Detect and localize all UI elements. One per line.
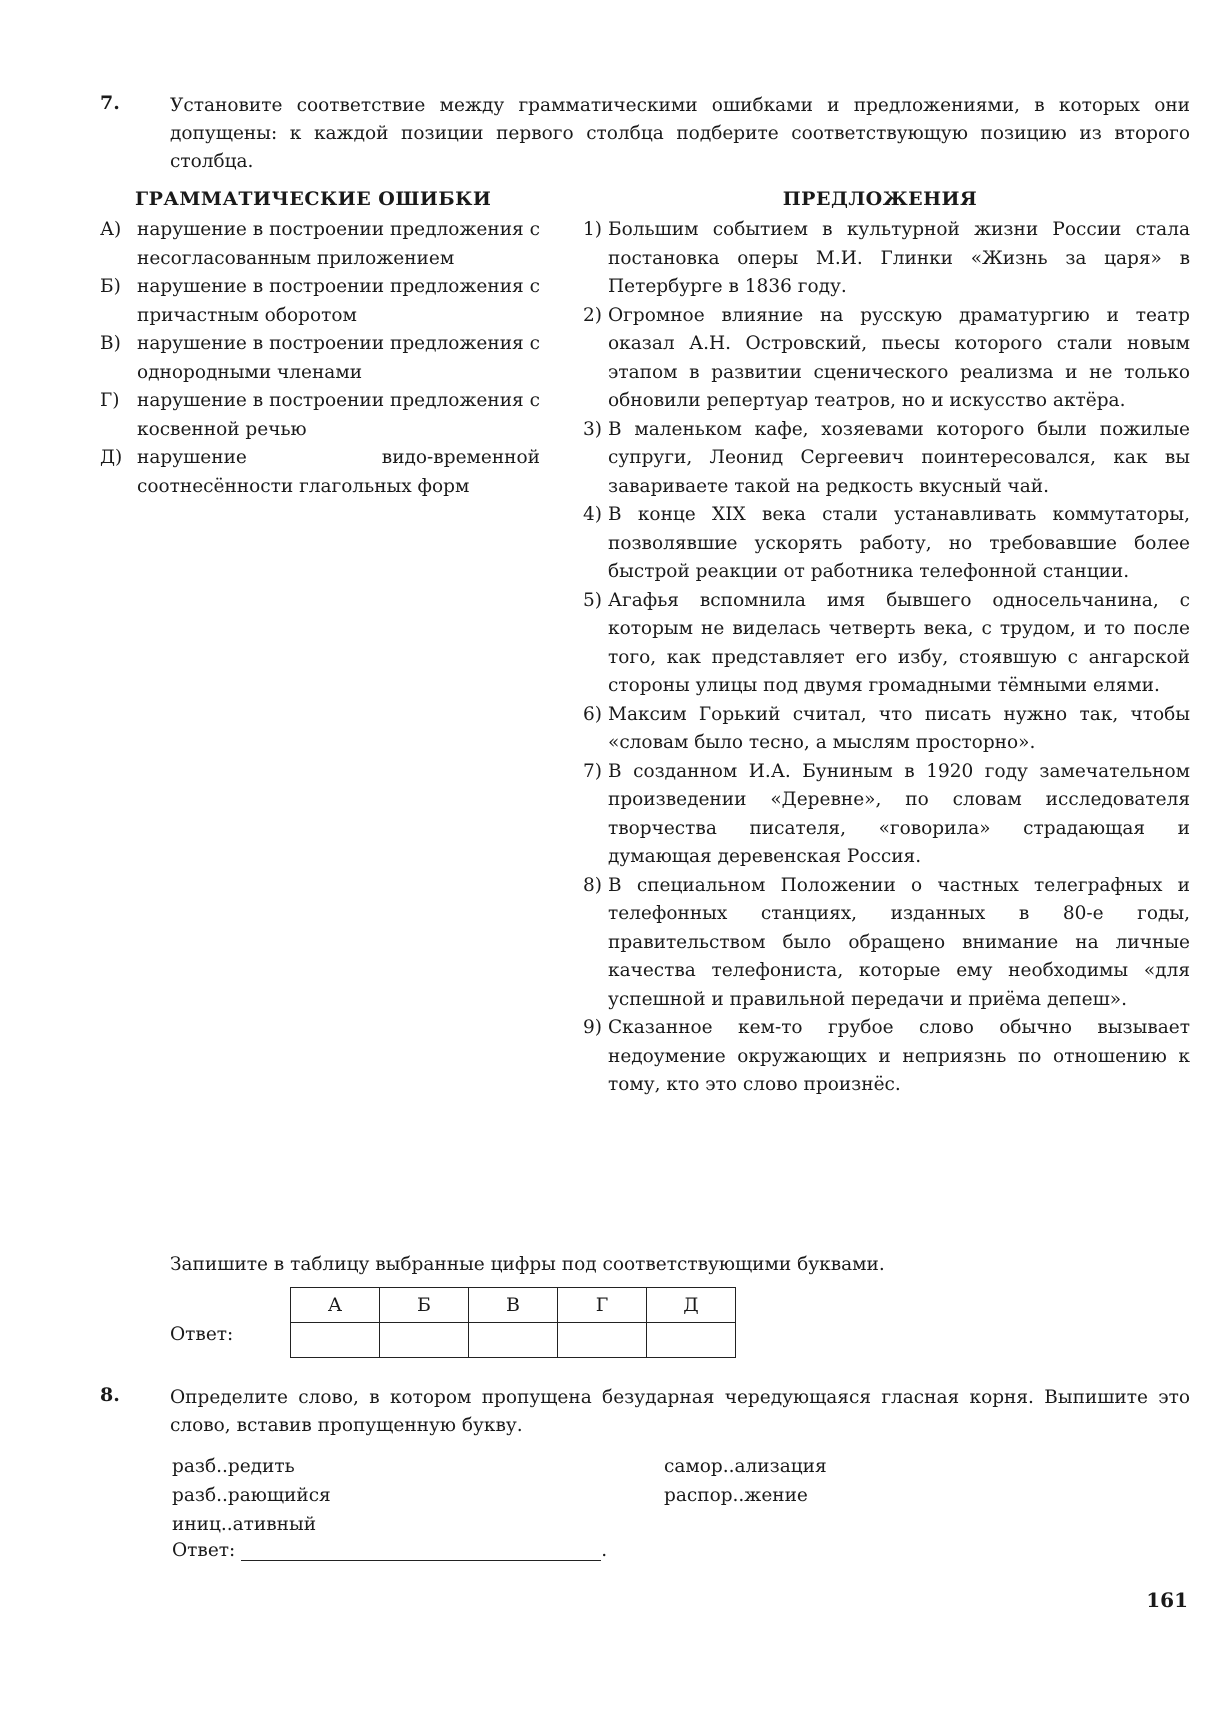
error-text: нарушение в построении предложения с причастным оборотом <box>137 276 540 326</box>
answer-table-input-row <box>291 1323 736 1358</box>
error-text: нарушение видо-временной соотнесённости глагольных форм <box>137 447 540 497</box>
sentence-item <box>570 872 1190 1015</box>
sentence-item <box>570 501 1190 587</box>
sentence-text: Сказанное кем-то грубое слово обычно вызывает недоумение окружающих и неприязнь по отношению к тому, кто это слово произнёс. <box>608 1017 1190 1095</box>
task-7 <box>100 92 1190 176</box>
word-item: распор..жение <box>664 1485 808 1506</box>
sentence-text: Огромное влияние на русскую драматургию и театр оказал А.Н. Островский, пьесы которого стали новым этапом в развитии сценического реализма и не только обновили репертуар театров, но и искусство актёра. <box>608 304 1190 411</box>
errors-column <box>100 188 540 501</box>
error-marker: В) <box>100 333 121 354</box>
answer-cell-d[interactable] <box>647 1323 736 1358</box>
word-item: иниц..ативный <box>172 1514 317 1535</box>
error-text: нарушение в построении предложения с несогласованным приложением <box>137 219 540 269</box>
answer-table-header-row <box>291 1288 736 1323</box>
word-list-right <box>664 1452 827 1510</box>
answer-table-header: В <box>469 1288 558 1323</box>
sentence-marker: 6) <box>583 703 602 725</box>
task-7-text: Установите соответствие между грамматическими ошибками и предложениями, в которых они допущены: к каждой позиции первого столбца подберите соответствующую позицию из второго столбца. <box>170 95 1190 172</box>
error-marker: Г) <box>100 390 120 411</box>
error-marker: Д) <box>100 447 123 468</box>
sentence-item <box>570 416 1190 502</box>
sentences-column <box>570 188 1190 1100</box>
sentence-text: Максим Горький считал, что писать нужно так, чтобы «словам было тесно, а мыслям просторно». <box>608 703 1190 753</box>
error-text: нарушение в построении предложения с однородными членами <box>137 333 540 383</box>
sentence-text: Агафья вспомнила имя бывшего односельчанина, с которым не виделась четверть века, с трудом, и то после того, как представляет его избу, стоявшую с ангарской стороны улицы под двумя громадными тёмными елями. <box>608 589 1190 696</box>
table-instruction: Запишите в таблицу выбранные цифры под соответствующими буквами. <box>170 1254 885 1275</box>
sentence-marker: 5) <box>583 589 602 611</box>
page-number: 161 <box>1146 1588 1188 1612</box>
error-text: нарушение в построении предложения с косвенной речью <box>137 390 540 440</box>
sentence-marker: 2) <box>583 304 602 326</box>
error-marker: Б) <box>100 276 121 297</box>
sentence-item <box>570 587 1190 701</box>
sentence-item <box>570 758 1190 872</box>
sentence-item <box>570 302 1190 416</box>
task-8-answer-end: . <box>601 1540 608 1561</box>
sentence-marker: 1) <box>583 219 602 240</box>
word-item: самор..ализация <box>664 1456 827 1477</box>
answer-cell-g[interactable] <box>558 1323 647 1358</box>
task-7-number: 7. <box>100 92 120 114</box>
answer-table-header: Д <box>647 1288 736 1323</box>
sentence-marker: 9) <box>583 1017 602 1038</box>
sentences-heading: ПРЕДЛОЖЕНИЯ <box>782 188 978 210</box>
word-item: разб..редить <box>172 1456 295 1477</box>
sentence-text: В маленьком кафе, хозяевами которого были пожилые супруги, Леонид Сергеевич поинтересовался, как вы завариваете такой на редкость вкусный чай. <box>608 418 1190 497</box>
answer-label: Ответ: <box>170 1324 234 1345</box>
sentence-marker: 7) <box>583 760 602 782</box>
sentence-text: Большим событием в культурной жизни России стала постановка оперы М.И. Глинки «Жизнь за царя» в Петербурге в 1836 году. <box>608 219 1190 297</box>
sentence-marker: 4) <box>583 504 602 525</box>
answer-cell-v[interactable] <box>469 1323 558 1358</box>
sentence-marker: 8) <box>583 874 602 896</box>
error-marker: А) <box>100 219 122 240</box>
sentence-item <box>570 216 1190 302</box>
answer-cell-a[interactable] <box>291 1323 380 1358</box>
error-item <box>100 330 540 387</box>
sentence-marker: 3) <box>583 418 602 440</box>
task-8-answer-label: Ответ: <box>172 1540 236 1561</box>
answer-cell-b[interactable] <box>380 1323 469 1358</box>
sentence-text: В созданном И.А. Буниным в 1920 году замечательном произведении «Деревне», по словам исследователя творчества писателя, «говорила» страдающая и думающая деревенская Россия. <box>608 760 1190 867</box>
matching-columns <box>100 188 1190 1248</box>
error-item <box>100 387 540 444</box>
task-8-answer-line[interactable] <box>241 1540 601 1561</box>
answer-table-header: А <box>291 1288 380 1323</box>
error-item <box>100 273 540 330</box>
error-item <box>100 216 540 273</box>
sentence-text: В конце XIX века стали устанавливать коммутаторы, позволявшие ускорять работу, но требовавшие более быстрой реакции от работника телефонной станции. <box>608 504 1190 582</box>
sentence-item <box>570 701 1190 758</box>
task-8-answer <box>172 1540 607 1561</box>
sentence-item <box>570 1014 1190 1100</box>
task-8-number: 8. <box>100 1384 120 1406</box>
error-item <box>100 444 540 501</box>
errors-heading: ГРАММАТИЧЕСКИЕ ОШИБКИ <box>135 188 492 210</box>
answer-table-header: Г <box>558 1288 647 1323</box>
task-8-text: Определите слово, в котором пропущена безударная чередующаяся гласная корня. Выпишите это слово, вставив пропущенную букву. <box>170 1387 1190 1436</box>
word-item: разб..рающийся <box>172 1485 331 1506</box>
sentence-text: В специальном Положении о частных телеграфных и телефонных станциях, изданных в 80-е годы, правительством было обращено внимание на личные качества телефониста, которые ему необходимы «для успешной и правильной передачи и приёма депеш». <box>608 874 1190 1010</box>
word-list-left <box>172 1452 331 1539</box>
answer-table <box>290 1287 736 1358</box>
task-8 <box>100 1384 1190 1440</box>
answer-table-header: Б <box>380 1288 469 1323</box>
